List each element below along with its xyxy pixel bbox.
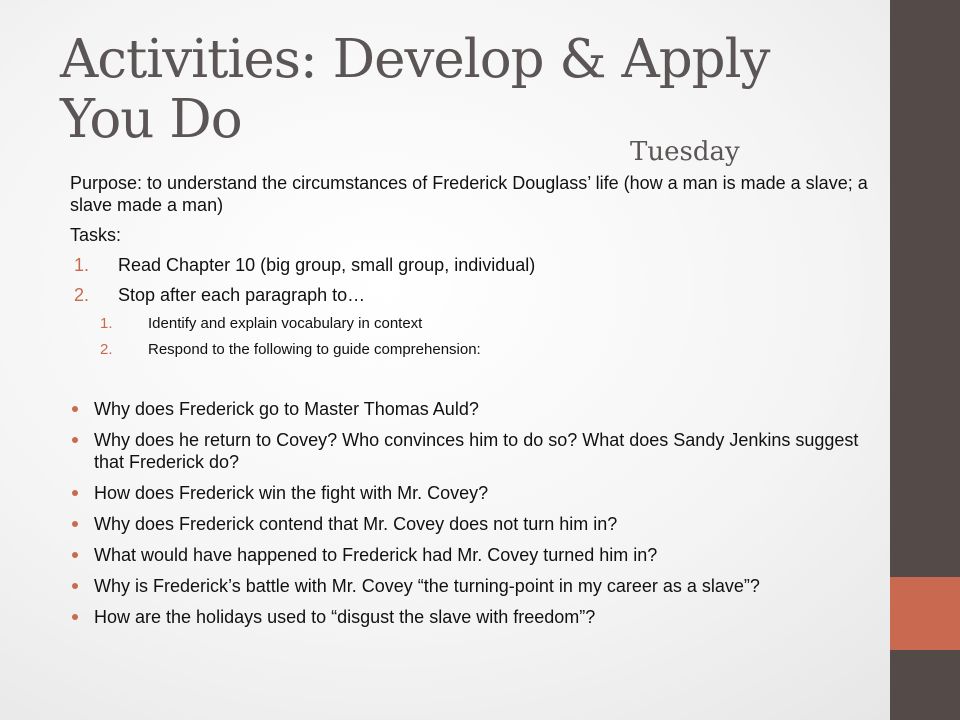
question-item: Why does Frederick contend that Mr. Covey does not turn him in? [70,513,870,535]
subtask-number: 1. [100,315,113,332]
task-text: Read Chapter 10 (big group, small group, individual) [118,255,536,275]
slide-body [70,172,870,637]
subtask-item [100,340,870,360]
task-list [70,254,870,360]
question-item: What would have happened to Frederick had Mr. Covey turned him in? [70,544,870,566]
subtask-text: Respond to the following to guide comprehension: [148,341,481,358]
title-line-1: Activities: Develop & Apply [60,29,770,90]
subtask-number: 2. [100,341,113,358]
task-item [70,254,870,276]
title-day: Tuesday [630,137,740,167]
task-text: Stop after each paragraph to… [118,285,366,305]
subtask-text: Identify and explain vocabulary in context [148,315,423,332]
question-item: Why does he return to Covey? Who convinces him to do so? What does Sandy Jenkins suggest that Frederick do? [70,429,870,473]
question-item: How are the holidays used to “disgust the slave with freedom”? [70,606,870,628]
task-item [70,284,870,360]
accent-block [890,577,960,650]
tasks-label: Tasks: [70,225,122,245]
task-number: 1. [74,255,90,275]
question-list [70,398,870,628]
question-item: Why is Frederick’s battle with Mr. Covey “the turning-point in my career as a slave”? [70,575,870,597]
question-item: Why does Frederick go to Master Thomas Auld? [70,398,870,420]
slide-title [60,29,880,167]
purpose-text: Purpose: to understand the circumstances of Frederick Douglass’ life (how a man is made a slave; a slave made a man) [70,173,868,215]
subtask-item [100,314,870,334]
subtask-list [100,314,870,360]
title-line-2: You Do [60,89,242,150]
task-number: 2. [74,285,90,305]
question-item: How does Frederick win the fight with Mr. Covey? [70,482,870,504]
